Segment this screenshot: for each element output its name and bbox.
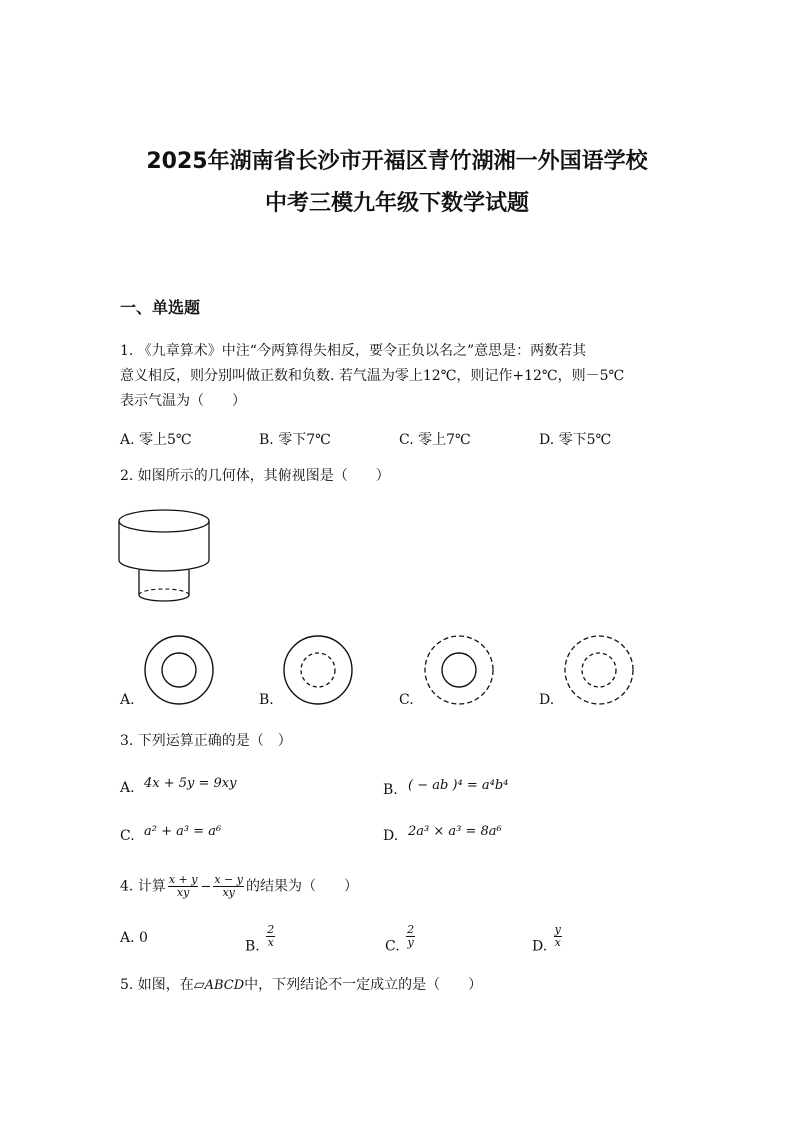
q1-stem-line2: 意义相反，则分别叫做正数和负数. 若气温为零上12℃，则记作+12℃，则－5℃: [120, 368, 625, 384]
q2-option-d-label[interactable]: D.: [539, 692, 555, 708]
q2-option-d-figure[interactable]: [563, 634, 635, 706]
q4-option-c-fraction: [406, 924, 415, 949]
q2-solid-figure: [112, 508, 222, 608]
q4-option-b-denominator: x: [267, 936, 274, 949]
page-title-line1: 2025年湖南省长沙市开福区青竹湖湘一外国语学校: [146, 149, 648, 174]
q4-option-c-numerator: 2: [407, 923, 415, 936]
q4-fraction-2: [213, 874, 244, 899]
q3-option-d-label[interactable]: D.: [383, 828, 399, 844]
q4-option-c-label: C.: [385, 938, 400, 955]
q1-option-d[interactable]: D. 零下5℃: [539, 432, 612, 448]
q4-option-b-numerator: 2: [267, 923, 275, 936]
q4-option-c[interactable]: [385, 924, 417, 955]
q4-option-a-value: 0: [139, 930, 148, 946]
q4-fraction-1-numerator: x + y: [168, 873, 198, 886]
q4-option-b[interactable]: [245, 924, 277, 955]
q5-stem-suffix: 中，下列结论不一定成立的是（ ）: [244, 977, 483, 993]
q1-option-a[interactable]: A. 零上5℃: [120, 432, 192, 448]
section-heading-single-choice: 一、单选题: [120, 298, 201, 317]
q4-option-d-label: D.: [532, 938, 548, 955]
q2-option-c-label[interactable]: C.: [399, 692, 414, 708]
q5-stem: [120, 973, 482, 998]
q3-option-a-expr[interactable]: 4x + 5y = 9xy: [144, 776, 237, 791]
q1-option-b[interactable]: B. 零下7℃: [259, 432, 331, 448]
q3-option-d-expr[interactable]: 2a³ × a³ = 8a⁶: [408, 824, 502, 839]
q5-stem-prefix: 5. 如图，在: [120, 977, 194, 993]
q2-option-a-figure[interactable]: [143, 634, 215, 706]
q2-option-c-figure[interactable]: [423, 634, 495, 706]
q4-stem: [120, 874, 358, 900]
q4-option-d-denominator: x: [554, 936, 561, 949]
q4-fraction-1-denominator: xy: [176, 886, 190, 899]
q3-option-a-label[interactable]: A.: [120, 780, 135, 796]
q3-option-c-label[interactable]: C.: [120, 828, 135, 844]
q1-stem-line1: 1. 《九章算术》中注“今两算得失相反，要令正负以名之”意思是：两数若其: [120, 343, 587, 359]
q4-fraction-2-denominator: xy: [222, 886, 235, 899]
q4-stem-prefix: 4. 计算: [120, 878, 166, 895]
page-title-line2: 中考三模九年级下数学试题: [264, 191, 529, 216]
q4-fraction-2-numerator: x − y: [214, 873, 243, 886]
q4-fraction-1: [168, 874, 199, 899]
q4-minus-sign: −: [200, 879, 212, 895]
q3-option-b-expr[interactable]: ( − ab )⁴ = a⁴b⁴: [408, 778, 509, 793]
q2-option-b-label[interactable]: B.: [259, 692, 274, 708]
parallelogram-icon: ▱: [193, 977, 205, 993]
q3-option-c-expr[interactable]: a² + a³ = a⁶: [144, 824, 222, 839]
q4-stem-suffix: 的结果为（ ）: [246, 878, 358, 895]
q2-option-b-figure[interactable]: [282, 634, 354, 706]
q3-stem: 3. 下列运算正确的是（ ）: [120, 733, 292, 749]
q4-option-c-denominator: y: [407, 936, 414, 949]
q4-option-d[interactable]: [532, 924, 564, 955]
q4-option-b-fraction: [266, 924, 275, 949]
q5-shape-name: ABCD: [204, 978, 245, 993]
q4-option-d-fraction: [554, 924, 562, 949]
q1-stem-line3: 表示气温为（ ）: [120, 393, 246, 409]
q2-option-a-label[interactable]: A.: [120, 692, 135, 708]
q1-option-c[interactable]: C. 零上7℃: [399, 432, 471, 448]
q4-option-a-label: A.: [120, 930, 135, 946]
q2-stem: 2. 如图所示的几何体，其俯视图是（ ）: [120, 468, 390, 484]
q4-option-b-label: B.: [245, 938, 260, 955]
q3-option-b-label[interactable]: B.: [383, 782, 398, 798]
q4-option-d-numerator: y: [554, 923, 561, 936]
q4-option-a[interactable]: [120, 930, 148, 946]
